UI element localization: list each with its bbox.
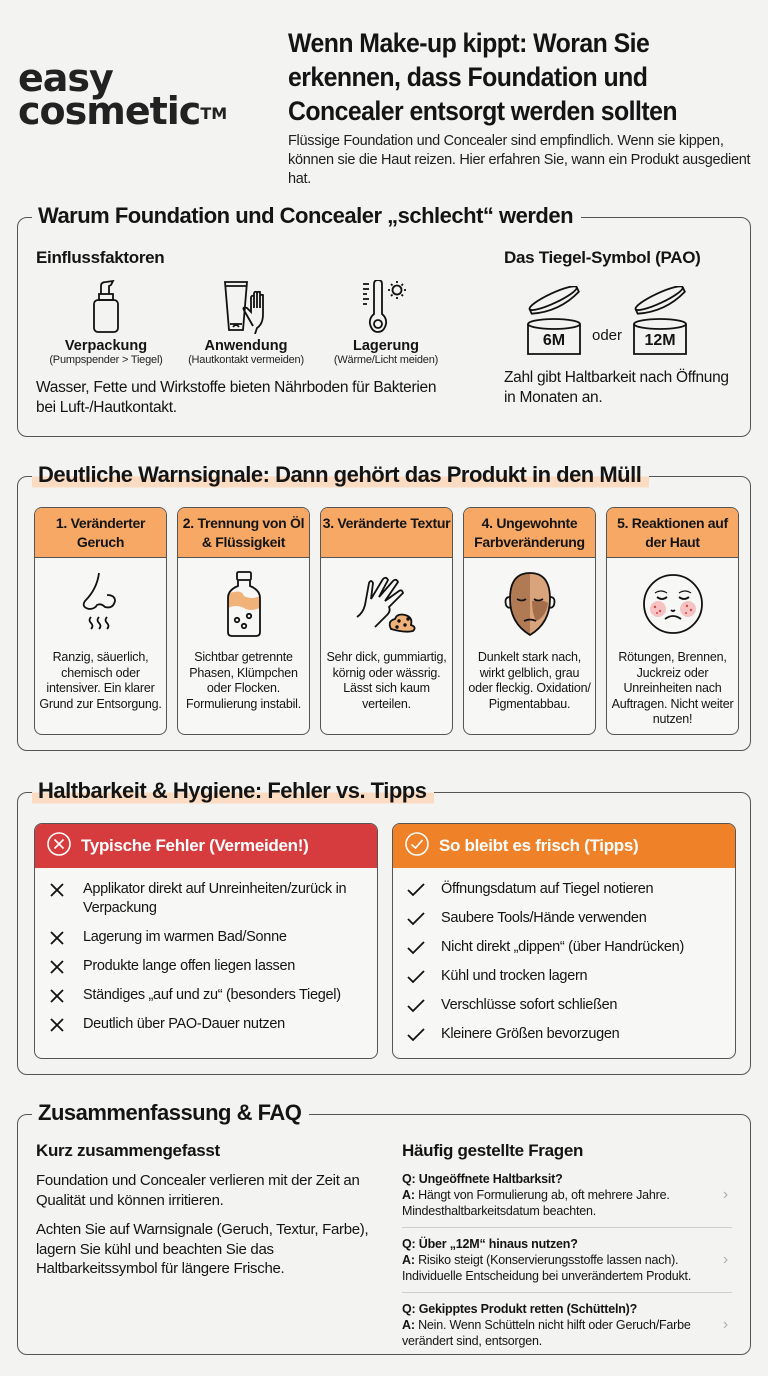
why-section bbox=[17, 203, 751, 437]
section-title-summary: Zusammenfassung & FAQ bbox=[32, 1098, 309, 1128]
jar-icon bbox=[632, 286, 688, 358]
check-icon bbox=[407, 967, 441, 986]
summary-block bbox=[36, 1141, 376, 1279]
tube-hand-icon bbox=[176, 276, 316, 334]
tip-item: Verschlüsse sofort schließen bbox=[407, 996, 735, 1015]
faq-question: Q: Ungeöffnete Haltbarksit? bbox=[402, 1172, 563, 1186]
jar-icon bbox=[526, 286, 582, 358]
tips-header bbox=[393, 824, 735, 868]
summary-paragraph: Foundation und Concealer verlieren mit der Zeit an Qualität und können irritieren. bbox=[36, 1172, 360, 1209]
thermometer-sun-icon bbox=[316, 276, 456, 334]
warning-card-texture bbox=[320, 507, 453, 735]
summary-heading: Kurz zusammengefasst bbox=[36, 1141, 220, 1160]
faq-block bbox=[402, 1141, 732, 1357]
mistake-item: Produkte lange offen liegen lassen bbox=[49, 957, 377, 976]
check-icon bbox=[407, 996, 441, 1015]
card-text: Sichtbar getrennte Phasen, Klümpchen oder Flocken. Formulierung instabil. bbox=[185, 650, 302, 711]
card-text: Sehr dick, gummiartig, körnig oder wässrig. Lässt sich kaum verteilen. bbox=[326, 650, 447, 711]
pao-symbols bbox=[526, 286, 734, 358]
mistake-item: Applikator direkt auf Unreinheiten/zurück in Verpackung bbox=[49, 880, 377, 918]
card-text: Dunkelt stark nach, wirkt gelblich, grau oder fleckig. Oxidation/ Pigmentabbau. bbox=[468, 650, 591, 711]
mistakes-header bbox=[35, 824, 377, 868]
mistake-item: Deutlich über PAO-Dauer nutzen bbox=[49, 1015, 377, 1034]
brand-logo bbox=[18, 56, 228, 133]
warning-cards bbox=[34, 507, 739, 735]
chevron-right-icon[interactable]: › bbox=[722, 1186, 728, 1203]
check-circle-icon bbox=[405, 832, 429, 861]
pao-or: oder bbox=[592, 327, 623, 344]
x-mark-icon bbox=[49, 1015, 83, 1034]
card-title: 4. Ungewohnte Farbveränderung bbox=[464, 508, 595, 558]
separated-bottle-icon bbox=[178, 558, 309, 650]
section-title-why: Warum Foundation und Concealer „schlecht“ werden bbox=[32, 201, 581, 231]
face-discoloration-icon bbox=[464, 558, 595, 650]
section-title-warnings: Deutliche Warnsignale: Dann gehört das Produkt in den Müll bbox=[32, 460, 649, 490]
nose-smell-icon bbox=[35, 558, 166, 650]
faq-item[interactable] bbox=[402, 1228, 732, 1293]
x-mark-icon bbox=[49, 986, 83, 1005]
pao-explanation: Zahl gibt Haltbarkeit nach Öffnung in Monaten an. bbox=[504, 369, 729, 406]
warning-card-skin-reaction bbox=[606, 507, 739, 735]
mistakes-list bbox=[35, 868, 377, 1034]
tips-list bbox=[393, 868, 735, 1044]
logo-line-1: easy bbox=[18, 56, 113, 100]
faq-answer: A: Nein. Wenn Schütteln nicht hilft oder Geruch/Farbe verändert sind, entsorgen. bbox=[402, 1318, 691, 1348]
tip-item: Kühl und trocken lagern bbox=[407, 967, 735, 986]
factor-packaging bbox=[36, 276, 176, 366]
pao-12m-label: 12M bbox=[644, 332, 676, 349]
hand-texture-icon bbox=[321, 558, 452, 650]
factor-storage bbox=[316, 276, 456, 366]
logo-line-2: cosmetic bbox=[18, 89, 201, 133]
factor-note: (Pumpspender > Tiegel) bbox=[49, 354, 163, 366]
factor-name: Anwendung bbox=[204, 338, 288, 354]
factor-application bbox=[176, 276, 316, 366]
mistake-item: Lagerung im warmen Bad/Sonne bbox=[49, 928, 377, 947]
faq-item[interactable] bbox=[402, 1163, 732, 1228]
x-circle-icon bbox=[47, 832, 71, 861]
warning-card-color bbox=[463, 507, 596, 735]
faq-item[interactable] bbox=[402, 1293, 732, 1357]
hygiene-section bbox=[17, 778, 751, 1075]
section-title-hygiene: Haltbarkeit & Hygiene: Fehler vs. Tipps bbox=[32, 776, 434, 806]
pao-block bbox=[504, 248, 734, 408]
check-icon bbox=[407, 938, 441, 957]
warning-card-separation bbox=[177, 507, 310, 735]
check-icon bbox=[407, 1025, 441, 1044]
tip-item: Saubere Tools/Hände verwenden bbox=[407, 909, 735, 928]
irritated-face-icon bbox=[607, 558, 738, 650]
x-mark-icon bbox=[49, 880, 83, 899]
card-title: 3. Veränderte Textur bbox=[321, 508, 452, 558]
x-mark-icon bbox=[49, 957, 83, 976]
check-icon bbox=[407, 880, 441, 899]
faq-question: Q: Über „12M“ hinaus nutzen? bbox=[402, 1237, 578, 1251]
pao-6m-label: 6M bbox=[542, 332, 566, 349]
mistakes-heading: Typische Fehler (Vermeiden!) bbox=[81, 836, 309, 855]
card-text: Ranzig, säuerlich, chemisch oder intensiver. Ein klarer Grund zur Entsorgung. bbox=[39, 650, 162, 711]
card-title: 5. Reaktionen auf der Haut bbox=[607, 508, 738, 558]
faq-answer: A: Risiko steigt (Konservierungsstoffe lassen nach). Individuelle Entscheidung bei unverändertem Produkt. bbox=[402, 1253, 692, 1283]
factors-list bbox=[36, 276, 456, 366]
mistakes-panel bbox=[34, 823, 378, 1059]
card-title: 2. Trennung von Öl & Flüssigkeit bbox=[178, 508, 309, 558]
check-icon bbox=[407, 909, 441, 928]
card-text: Rötungen, Brennen, Juckreiz oder Unreinheiten nach Auftragen. Nicht weiter nutzen! bbox=[611, 650, 734, 727]
factor-note: (Wärme/Licht meiden) bbox=[333, 354, 439, 366]
summary-faq-section bbox=[17, 1100, 751, 1355]
card-title: 1. Veränderter Geruch bbox=[35, 508, 166, 558]
tip-item: Nicht direkt „dippen“ (über Handrücken) bbox=[407, 938, 735, 957]
factor-name: Verpackung bbox=[64, 338, 148, 354]
faq-heading: Häufig gestellte Fragen bbox=[402, 1141, 584, 1160]
page-subtitle: Flüssige Foundation und Concealer sind empfindlich. Wenn sie kippen, können sie die Haut reizen. Hier erfahren Sie, wann ein Produkt ausgedient hat. bbox=[288, 133, 751, 187]
trademark: TM bbox=[200, 104, 228, 123]
chevron-right-icon[interactable]: › bbox=[722, 1316, 728, 1333]
page-title: Wenn Make-up kippt: Woran Sie erkennen, dass Foundation und Concealer entsorgt werden sollten bbox=[288, 28, 677, 126]
why-explanation: Wasser, Fette und Wirkstoffe bieten Nährboden für Bakterien bei Luft-/Hautkontakt. bbox=[36, 379, 437, 416]
chevron-right-icon[interactable]: › bbox=[722, 1251, 728, 1268]
tip-item: Kleinere Größen bevorzugen bbox=[407, 1025, 735, 1044]
warning-card-smell bbox=[34, 507, 167, 735]
pump-bottle-icon bbox=[36, 276, 176, 334]
factor-note: (Hautkontakt vermeiden) bbox=[188, 354, 304, 366]
mistake-item: Ständiges „auf und zu“ (besonders Tiegel) bbox=[49, 986, 377, 1005]
faq-answer: A: Hängt von Formulierung ab, oft mehrere Jahre. Mindesthaltbarkeitsdatum beachten. bbox=[402, 1188, 670, 1218]
faq-question: Q: Gekipptes Produkt retten (Schütteln)? bbox=[402, 1302, 638, 1316]
factors-heading: Einflussfaktoren bbox=[36, 248, 165, 267]
tip-item: Öffnungsdatum auf Tiegel notieren bbox=[407, 880, 735, 899]
x-mark-icon bbox=[49, 928, 83, 947]
factor-name: Lagerung bbox=[352, 338, 420, 354]
pao-heading: Das Tiegel-Symbol (PAO) bbox=[504, 248, 701, 267]
tips-heading: So bleibt es frisch (Tipps) bbox=[439, 836, 639, 855]
summary-paragraph: Achten Sie auf Warnsignale (Geruch, Textur, Farbe), lagern Sie kühl und beachten Sie das Haltbarkeitssymbol für längere Frische. bbox=[36, 1221, 369, 1277]
tips-panel bbox=[392, 823, 736, 1059]
warning-signs-section bbox=[17, 462, 751, 751]
